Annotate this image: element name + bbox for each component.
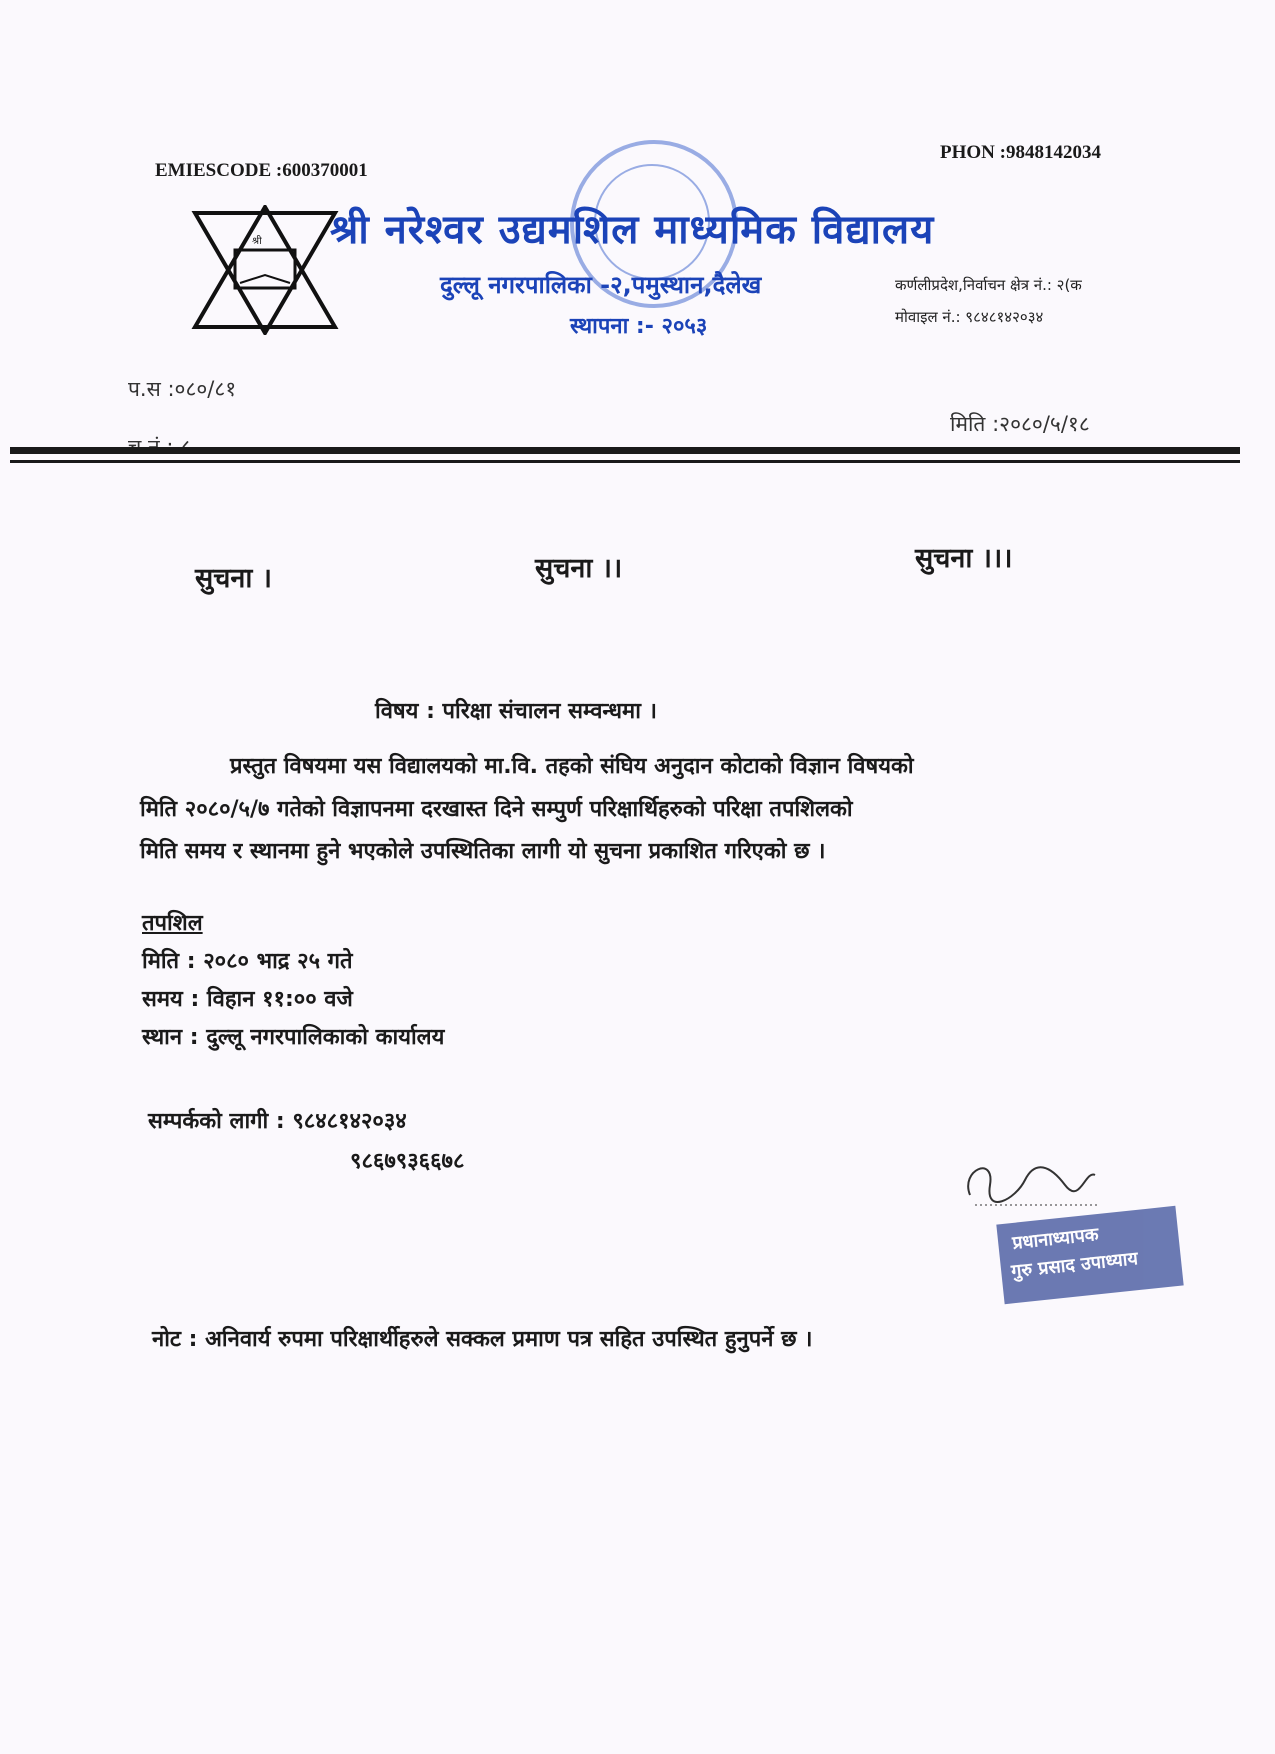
mobile-number: मोवाइल नं.: ९८४८१४२०३४ xyxy=(895,308,1044,326)
established-year: स्थापना :- २०५३ xyxy=(570,314,708,339)
notice-heading-2: सुचना ।। xyxy=(535,553,623,584)
emis-code: EMIESCODE :600370001 xyxy=(155,160,368,181)
header-divider xyxy=(10,447,1240,454)
province-info: कर्णलीप्रदेश,निर्वाचन क्षेत्र नं.: २(क xyxy=(895,276,1082,294)
signature-name: गुरु प्रसाद उपाध्याय xyxy=(1010,1248,1139,1283)
body-line-1: प्रस्तुत विषयमा यस विद्यालयको मा.वि. तहको संघिय अनुदान कोटाको विज्ञान विषयको xyxy=(230,754,914,779)
logo-text: श्री xyxy=(252,236,262,247)
letter-number: प.स :०८०/८१ xyxy=(128,377,237,401)
handwritten-signature xyxy=(955,1150,1105,1215)
header-divider-thin xyxy=(10,460,1240,463)
contact-second-number: ९८६७९३६६७८ xyxy=(350,1149,465,1174)
schedule-place: स्थान : दुल्लू नगरपालिकाको कार्यालय xyxy=(142,1025,445,1050)
contact-line: सम्पर्कको लागी : ९८४८१४२०३४ xyxy=(148,1109,407,1134)
notice-heading-1: सुचना । xyxy=(195,563,273,594)
phone-number: PHON :9848142034 xyxy=(940,142,1101,163)
nepal-emblem-logo xyxy=(190,205,340,335)
schedule-heading: तपशिल xyxy=(142,911,203,936)
principal-stamp xyxy=(996,1206,1183,1304)
letter-date: मिति :२०८०/५/१८ xyxy=(950,412,1090,436)
note-line: नोट : अनिवार्य रुपमा परिक्षार्थीहरुले सक्कल प्रमाण पत्र सहित उपस्थित हुनुपर्ने छ । xyxy=(152,1327,813,1352)
school-name: श्री नरेश्वर उद्यमशिल माध्यमिक विद्यालय xyxy=(330,207,935,253)
school-address: दुल्लू नगरपालिका -२,पमुस्थान,दैलेख xyxy=(440,271,762,299)
body-line-2: मिति २०८०/५/७ गतेको विज्ञापनमा दरखास्त दिने सम्पुर्ण परिक्षार्थिहरुको परिक्षा तपशिलको xyxy=(140,797,853,822)
schedule-time: समय : विहान ११:०० वजे xyxy=(142,987,353,1012)
notice-heading-3: सुचना ।।। xyxy=(915,543,1013,574)
body-line-3: मिति समय र स्थानमा हुने भएकोले उपस्थितिका लागी यो सुचना प्रकाशित गरिएको छ । xyxy=(140,839,826,864)
schedule-date: मिति : २०८० भाद्र २५ गते xyxy=(142,949,353,974)
subject-line: विषय : परिक्षा संचालन सम्वन्धमा । xyxy=(375,699,657,724)
signature-title: प्रधानाध्यापक xyxy=(1011,1224,1100,1254)
